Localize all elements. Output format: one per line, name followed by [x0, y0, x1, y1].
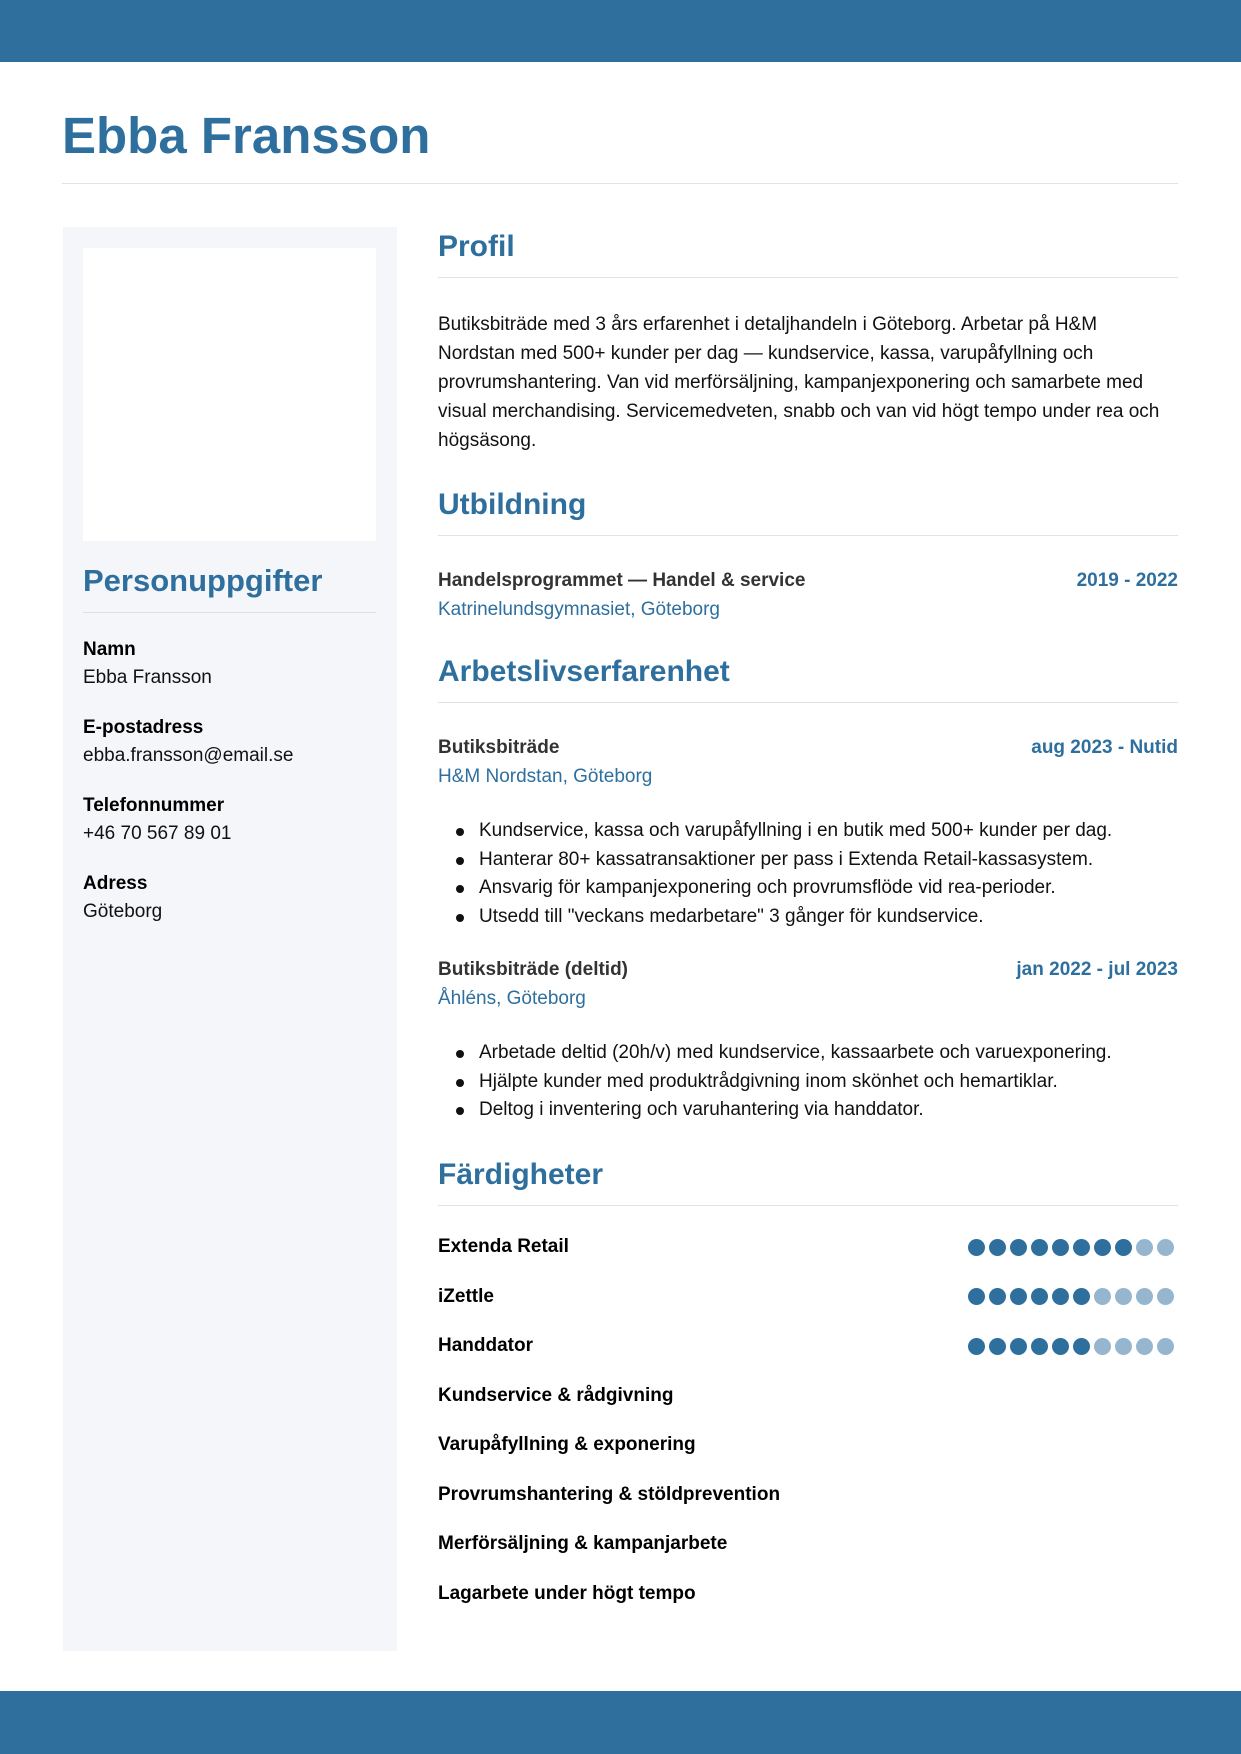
skill-rating: [968, 1338, 1174, 1355]
skill-row: [438, 1272, 1178, 1322]
rating-dot-filled-icon: [1073, 1239, 1090, 1256]
list-item: Deltog i inventering och varuhantering via handdator.: [438, 1096, 1178, 1125]
skills-list: [438, 1223, 1178, 1619]
rating-dot-filled-icon: [968, 1288, 985, 1305]
field-name: [83, 636, 376, 692]
dates: jan 2022 - jul 2023: [1016, 959, 1178, 980]
entry-header: [438, 566, 1178, 595]
rating-dot-filled-icon: [1010, 1338, 1027, 1355]
name-divider: [62, 183, 1178, 184]
education-entry: [438, 566, 1178, 624]
field-label: Adress: [83, 873, 148, 894]
rating-dot-filled-icon: [1031, 1288, 1048, 1305]
field-value: Göteborg: [83, 901, 163, 922]
rating-dot-filled-icon: [968, 1338, 985, 1355]
personal-info-heading: Personuppgifter: [83, 563, 323, 598]
skill-name: Varupåfyllning & exponering: [438, 1434, 696, 1456]
skill-row: [438, 1421, 1178, 1471]
skill-name: Provrumshantering & stöldprevention: [438, 1483, 781, 1505]
company: Åhléns, Göteborg: [438, 988, 586, 1009]
rating-dot-empty-icon: [1115, 1288, 1132, 1305]
rating-dot-filled-icon: [1073, 1338, 1090, 1355]
field-email: [83, 714, 376, 770]
skills-section: [438, 1155, 1178, 1619]
section-divider: [438, 535, 1178, 536]
skill-name: Handdator: [438, 1335, 533, 1357]
experience-section: [438, 652, 1178, 1125]
rating-dot-empty-icon: [1136, 1288, 1153, 1305]
personal-info-fields: [83, 636, 376, 948]
rating-dot-empty-icon: [1136, 1338, 1153, 1355]
rating-dot-filled-icon: [1031, 1239, 1048, 1256]
rating-dot-filled-icon: [1115, 1239, 1132, 1256]
skill-name: Kundservice & rådgivning: [438, 1384, 674, 1406]
degree: Handelsprogrammet — Handel & service: [438, 570, 806, 591]
list-item: Ansvarig för kampanjexponering och provrumsflöde vid rea-perioder.: [438, 874, 1178, 903]
field-phone: [83, 792, 376, 848]
field-value[interactable]: ebba.fransson@email.se: [83, 745, 294, 766]
rating-dot-filled-icon: [1031, 1338, 1048, 1355]
skill-row: [438, 1520, 1178, 1570]
rating-dot-filled-icon: [1052, 1239, 1069, 1256]
list-item: Arbetade deltid (20h/v) med kundservice, kassaarbete och varuexponering.: [438, 1039, 1178, 1068]
skill-row: [438, 1470, 1178, 1520]
sidebar: [63, 227, 397, 1651]
list-item: Hjälpte kunder med produktrådgivning inom skönhet och hemartiklar.: [438, 1068, 1178, 1097]
dates: aug 2023 - Nutid: [1031, 737, 1178, 758]
rating-dot-empty-icon: [1094, 1288, 1111, 1305]
field-label: Telefonnummer: [83, 795, 225, 816]
responsibilities-list: [438, 1039, 1178, 1125]
list-item: Kundservice, kassa och varupåfyllning i en butik med 500+ kunder per dag.: [438, 817, 1178, 846]
rating-dot-empty-icon: [1136, 1239, 1153, 1256]
photo-placeholder: [83, 248, 376, 541]
rating-dot-filled-icon: [1052, 1288, 1069, 1305]
dates: 2019 - 2022: [1076, 570, 1178, 591]
skill-row: [438, 1322, 1178, 1372]
section-heading: Färdigheter: [438, 1157, 604, 1191]
rating-dot-empty-icon: [1094, 1338, 1111, 1355]
entry-header: [438, 955, 1178, 984]
rating-dot-filled-icon: [989, 1239, 1006, 1256]
personal-info-divider: [83, 612, 376, 613]
rating-dot-filled-icon: [1073, 1288, 1090, 1305]
rating-dot-filled-icon: [1052, 1338, 1069, 1355]
list-item: Utsedd till "veckans medarbetare" 3 gånger för kundservice.: [438, 903, 1178, 932]
skill-row: [438, 1569, 1178, 1619]
profile-text: Butiksbiträde med 3 års erfarenhet i detaljhandeln i Göteborg. Arbetar på H&M Nordstan med 500+ kunder per dag — kundservice, kassa, varupåfyllning och provrumshantering. Van vid merförsäljning, kampanjexponering och samarbete med visual merchandising. Servicemedveten, snabb och van vid högt tempo under rea och högsäsong.: [438, 314, 1160, 451]
school: Katrinelundsgymnasiet, Göteborg: [438, 599, 720, 620]
section-divider: [438, 277, 1178, 278]
list-item: Hanterar 80+ kassatransaktioner per pass i Extenda Retail-kassasystem.: [438, 846, 1178, 875]
section-heading: Utbildning: [438, 488, 587, 521]
rating-dot-empty-icon: [1157, 1338, 1174, 1355]
skill-rating: [968, 1288, 1174, 1305]
skill-name: Lagarbete under högt tempo: [438, 1582, 696, 1604]
rating-dot-filled-icon: [968, 1239, 985, 1256]
skill-name: Merförsäljning & kampanjarbete: [438, 1533, 728, 1555]
main-content: [438, 227, 1178, 1619]
header-bar: [0, 0, 1241, 62]
rating-dot-empty-icon: [1157, 1288, 1174, 1305]
experience-entry: [438, 955, 1178, 1125]
skill-row: [438, 1371, 1178, 1421]
section-heading: Arbetslivserfarenhet: [438, 655, 730, 688]
role: Butiksbiträde (deltid): [438, 959, 629, 980]
field-value: Ebba Fransson: [83, 667, 212, 688]
entry-header: [438, 733, 1178, 762]
rating-dot-empty-icon: [1115, 1338, 1132, 1355]
section-heading: Profil: [438, 230, 515, 263]
field-value: +46 70 567 89 01: [83, 823, 232, 844]
rating-dot-filled-icon: [989, 1288, 1006, 1305]
rating-dot-filled-icon: [989, 1338, 1006, 1355]
section-divider: [438, 1205, 1178, 1206]
candidate-name: Ebba Fransson: [62, 107, 431, 164]
rating-dot-filled-icon: [1094, 1239, 1111, 1256]
field-label: E-postadress: [83, 717, 204, 738]
section-divider: [438, 702, 1178, 703]
rating-dot-empty-icon: [1157, 1239, 1174, 1256]
rating-dot-filled-icon: [1010, 1288, 1027, 1305]
company: H&M Nordstan, Göteborg: [438, 766, 653, 787]
responsibilities-list: [438, 817, 1178, 931]
role: Butiksbiträde: [438, 737, 560, 758]
skill-row: [438, 1223, 1178, 1273]
footer-bar: [0, 1691, 1241, 1754]
field-address: [83, 870, 376, 926]
skill-rating: [968, 1239, 1174, 1256]
skill-name: Extenda Retail: [438, 1236, 569, 1258]
field-label: Namn: [83, 639, 136, 660]
profile-section: [438, 227, 1178, 455]
education-section: [438, 485, 1178, 624]
skill-name: iZettle: [438, 1285, 494, 1307]
experience-entry: [438, 733, 1178, 931]
rating-dot-filled-icon: [1010, 1239, 1027, 1256]
